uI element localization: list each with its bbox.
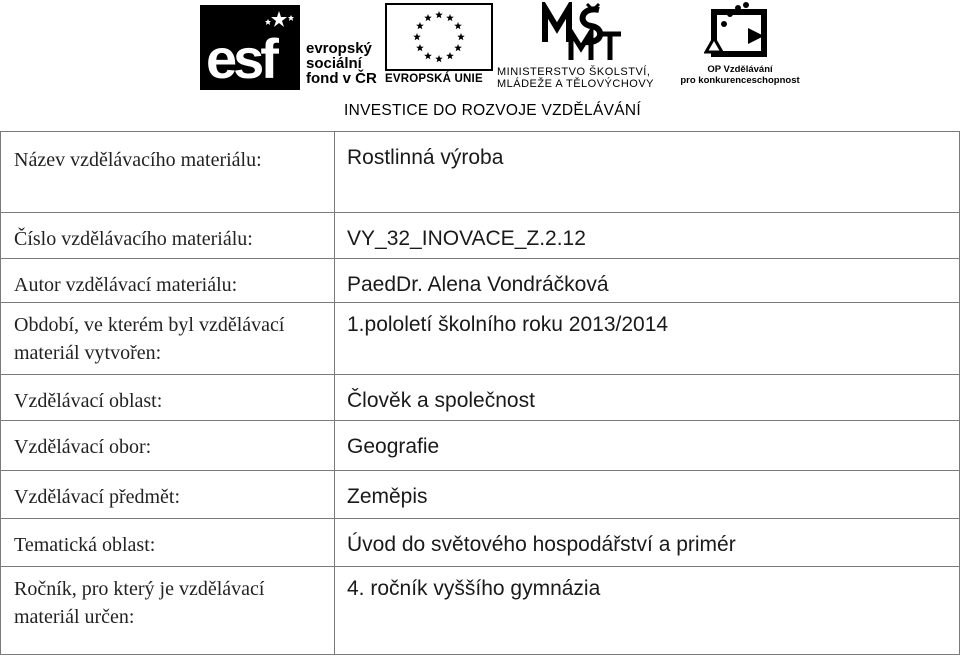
eu-flag-icon [385,3,493,71]
eu-star-icon [435,11,443,18]
logo-header [0,0,960,130]
eu-star-icon [454,22,462,29]
esf-text [306,41,377,86]
row-value: PaedDr. Alena Vondráčková [335,259,960,303]
op-text [680,64,800,86]
esf-line-2: sociální [306,55,362,72]
esf-mark-text: esf [206,27,275,90]
row-label: Vzdělávací oblast: [1,375,335,421]
investice-slogan: INVESTICE DO ROZVOJE VZDĚLÁVÁNÍ [344,102,641,119]
row-label: Období, ve kterém byl vzdělávací materiál vytvořen: [1,303,335,375]
eu-star-icon [446,14,454,21]
msmt-mark-icon [541,2,631,62]
row-value: Úvod do světového hospodářství a primér [335,519,960,567]
table-row [1,213,960,259]
op-logo [680,2,800,92]
table-row [1,303,960,375]
table-row [1,132,960,213]
esf-logo [200,5,380,90]
op-mark-icon [704,2,776,60]
eu-logo [385,3,495,88]
table-row [1,259,960,303]
row-label: Vzdělávací obor: [1,421,335,471]
op-line-1: OP Vzdělávání [707,64,773,75]
op-line-2: pro konkurenceschopnost [680,75,800,86]
row-label: Ročník, pro který je vzdělávací materiál určen: [1,567,335,655]
esf-stars-icon [262,11,296,31]
row-label: Autor vzdělávací materiálu: [1,259,335,303]
esf-line-3: fond v ČR [306,70,377,87]
row-label: Název vzdělávacího materiálu: [1,132,335,213]
eu-star-icon [416,22,424,29]
eu-star-icon [454,44,462,51]
msmt-logo [497,2,677,92]
row-value: Rostlinná výroba [335,132,960,213]
msmt-line-1: MINISTERSTVO ŠKOLSTVÍ, [497,66,651,78]
row-value: Člověk a společnost [335,375,960,421]
table-row [1,567,960,655]
row-value: VY_32_INOVACE_Z.2.12 [335,213,960,259]
eu-star-icon [435,55,443,62]
row-label: Vzdělávací předmět: [1,471,335,519]
eu-star-icon [413,33,421,40]
eu-star-icon [446,52,454,59]
row-value: Zeměpis [335,471,960,519]
row-label: Číslo vzdělávacího materiálu: [1,213,335,259]
eu-star-icon [424,14,432,21]
esf-mark [200,5,300,90]
eu-label: EVROPSKÁ UNIE [385,73,483,85]
table-row [1,421,960,471]
row-value: 4. ročník vyššího gymnázia [335,567,960,655]
table-row [1,519,960,567]
material-info-table [0,131,960,655]
eu-star-icon [424,52,432,59]
table-row [1,471,960,519]
eu-star-icon [416,44,424,51]
msmt-text [497,66,677,90]
msmt-line-2: MLÁDEŽE A TĚLOVÝCHOVY [497,78,655,90]
row-value: Geografie [335,421,960,471]
row-label: Tematická oblast: [1,519,335,567]
table-row [1,375,960,421]
row-value: 1.pololetí školního roku 2013/2014 [335,303,960,375]
eu-star-icon [457,33,465,40]
esf-line-1: evropský [306,40,372,57]
